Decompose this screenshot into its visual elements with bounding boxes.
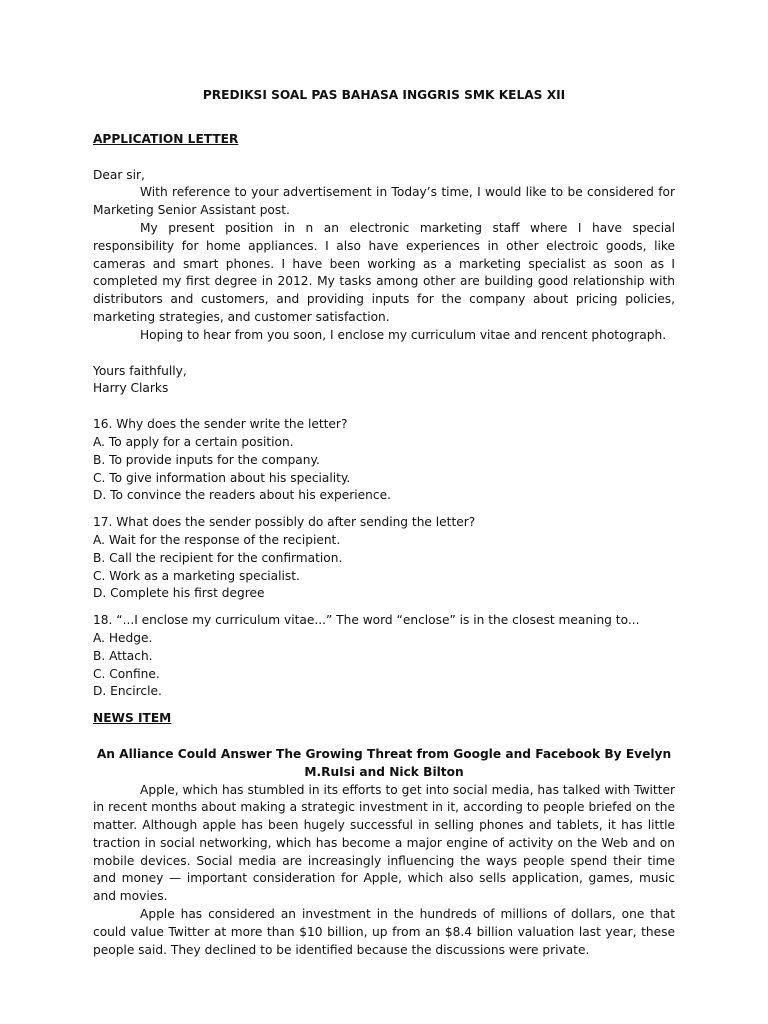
letter-paragraph-2: My present position in n an electronic marketing staff where I have special responsibility for home appliances. I also have experiences in other electroic goods, like cameras and smart phones. I have been working as a marketing specialist as soon as I completed my first degree in 2012. My tasks among other are building good relationship with distributors and customers, and providing inputs for the company about pricing policies, marketing strategies, and customer satisfaction.: [93, 220, 675, 324]
section-heading-news-item: NEWS ITEM: [93, 711, 172, 726]
answer-option: C. Work as a marketing specialist.: [93, 568, 300, 583]
letter-closing: Yours faithfully,: [93, 363, 187, 378]
section-heading-application-letter: APPLICATION LETTER: [93, 131, 239, 146]
answer-option: A. Hedge.: [93, 630, 153, 645]
question-text: 16. Why does the sender write the letter?: [93, 417, 348, 432]
answer-option: B. Attach.: [93, 648, 153, 663]
news-paragraph-1: Apple, which has stumbled in its efforts to get into social media, has talked with Twitter in recent months about making a strategic investment in it, according to people briefed on the matter. Although apple has been hugely successful in selling phones and tablets, it has little traction in social networking, which has become a major engine of activity on the Web and on mobile devices. Social media are increasingly influencing the ways people spend their time and money — important consideration for Apple, which also sells application, games, music and movies.: [93, 782, 675, 904]
answer-option: A. Wait for the response of the recipient.: [93, 532, 341, 547]
answer-option: D. To convince the readers about his experience.: [93, 488, 391, 503]
news-paragraph-2: Apple has considered an investment in the hundreds of millions of dollars, one that could value Twitter at more than $10 billion, up from an $8.4 billion valuation last year, these people said. They declined to be identified because the discussions were private.: [93, 907, 675, 957]
answer-option: A. To apply for a certain position.: [93, 434, 294, 449]
answer-option: C. To give information about his speciality.: [93, 470, 351, 485]
answer-option: B. To provide inputs for the company.: [93, 452, 320, 467]
letter-greeting: Dear sir,: [93, 167, 145, 182]
document-title: PREDIKSI SOAL PAS BAHASA INGGRIS SMK KELAS XII: [202, 88, 566, 102]
document-page: [93, 87, 675, 959]
answer-option: D. Complete his first degree: [93, 586, 265, 601]
news-headline: An Alliance Could Answer The Growing Threat from Google and Facebook By Evelyn M.RuIsi and Nick Bilton: [96, 746, 672, 779]
letter-signature: Harry Clarks: [93, 381, 169, 396]
question-18: [93, 612, 675, 701]
question-17: [93, 514, 675, 603]
letter-paragraph-3: Hoping to hear from you soon, I enclose my curriculum vitae and rencent photograph.: [140, 327, 667, 342]
answer-option: C. Confine.: [93, 666, 160, 681]
answer-option: D. Encircle.: [93, 684, 162, 699]
question-text: 18. “...I enclose my curriculum vitae...” The word “enclose” is in the closest meaning to...: [93, 613, 640, 628]
letter-paragraph-1: With reference to your advertisement in Today’s time, I would like to be considered for Marketing Senior Assistant post.: [93, 185, 675, 218]
answer-option: B. Call the recipient for the confirmation.: [93, 550, 343, 565]
question-text: 17. What does the sender possibly do after sending the letter?: [93, 515, 476, 530]
question-16: [93, 416, 675, 505]
